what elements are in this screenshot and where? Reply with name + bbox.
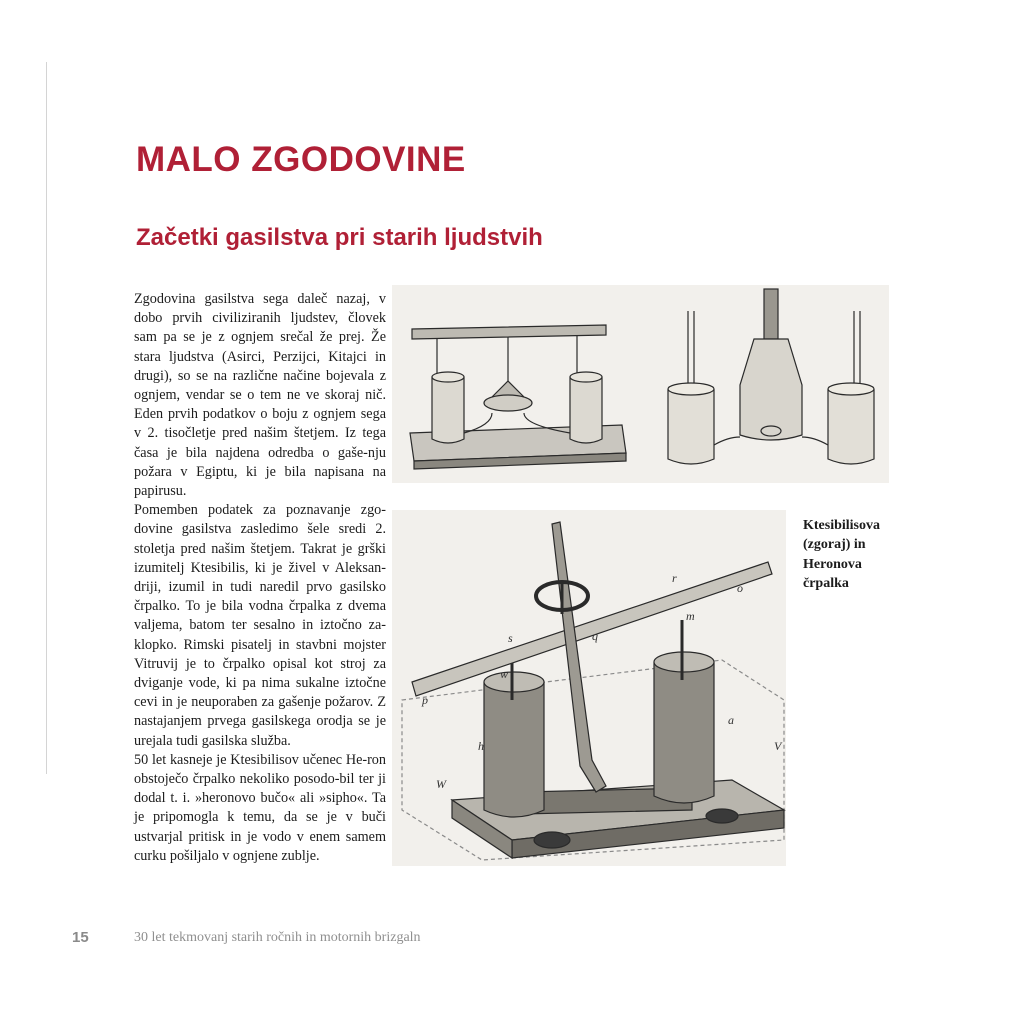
label-q: q bbox=[592, 629, 598, 643]
paragraph: Zgodovina gasilstva sega daleč nazaj, v dobo prvih civiliziranih ljudstev, človek sam pa se je z ognjem srečal že prej. Že stara ljudstva (Asirci, Perzijci, Kitajci in drugi), so se na različne načine bojevala z ognjem, vendar se o tem ne ve skoraj nič. Eden prvih podatkov o boju z ognjem sega v 2. tisočletje pred našim štetjem. Iz tega časa je bila najdena odredba o gaše-nju požara v Egiptu, ki je bila napisana na papirusu. bbox=[134, 291, 386, 500]
figure-caption: Ktesibilisova (zgoraj) in Heronova črpalka bbox=[803, 518, 881, 591]
label-s: s bbox=[508, 631, 513, 645]
section-subtitle: Začetki gasilstva pri starih ljudstvih bbox=[136, 224, 543, 251]
article-body bbox=[134, 290, 386, 866]
label-p: p bbox=[422, 693, 428, 707]
heron-pump-illustration bbox=[392, 510, 786, 866]
label-h: h bbox=[478, 739, 484, 753]
paragraph: Pomemben podatek za poznavanje zgo-dovine gasilstva zasledimo šele sredi 2. stoletja pred našim štetjem. Takrat je grški izumitelj Ktesibilis, ki je živel v Aleksan-driji, izumil in tudi naredil prvo gasilsko črpalko. To je bila vodna črpalka z dvema valjema, batom ter sesalno in iztočno za-klopko. Rimski pisatelj in stavbni mojster Vitruvij je to črpalko opisal kot stroj za dviganje vode, ki pa nima sukalne iztočne cevi in je neuporaben za gašenje požarov. Z nastajanjem prvega gasilskega orodja se je urejala tudi gasilska služba. bbox=[134, 502, 386, 749]
label-w2: W bbox=[436, 777, 446, 791]
page-title: MALO ZGODOVINE bbox=[136, 140, 466, 179]
ktesibilis-pump-illustration bbox=[392, 285, 889, 483]
margin-rule bbox=[46, 62, 47, 774]
label-r: r bbox=[672, 571, 677, 585]
label-a: a bbox=[728, 713, 734, 727]
label-o: o bbox=[737, 581, 743, 595]
paragraph: 50 let kasneje je Ktesibilisov učenec He-ron obstoječo črpalko nekoliko posodo-bil ter ji dodal t. i. »heronovo bučo« ali »sipho«. Ta je pripomogla k temu, da se je v buči ustvarjal pritisk in je vodo v enem samem curku pošiljalo v ognjene zublje. bbox=[134, 751, 386, 864]
pump-engraving-bottom bbox=[392, 510, 786, 866]
page-number: 15 bbox=[72, 929, 89, 946]
pump-engraving-top bbox=[392, 285, 889, 483]
footer-title: 30 let tekmovanj starih ročnih in motornih brizgaln bbox=[134, 930, 421, 945]
label-m: m bbox=[686, 609, 695, 623]
label-w: w bbox=[500, 667, 509, 681]
label-v: V bbox=[774, 739, 782, 753]
